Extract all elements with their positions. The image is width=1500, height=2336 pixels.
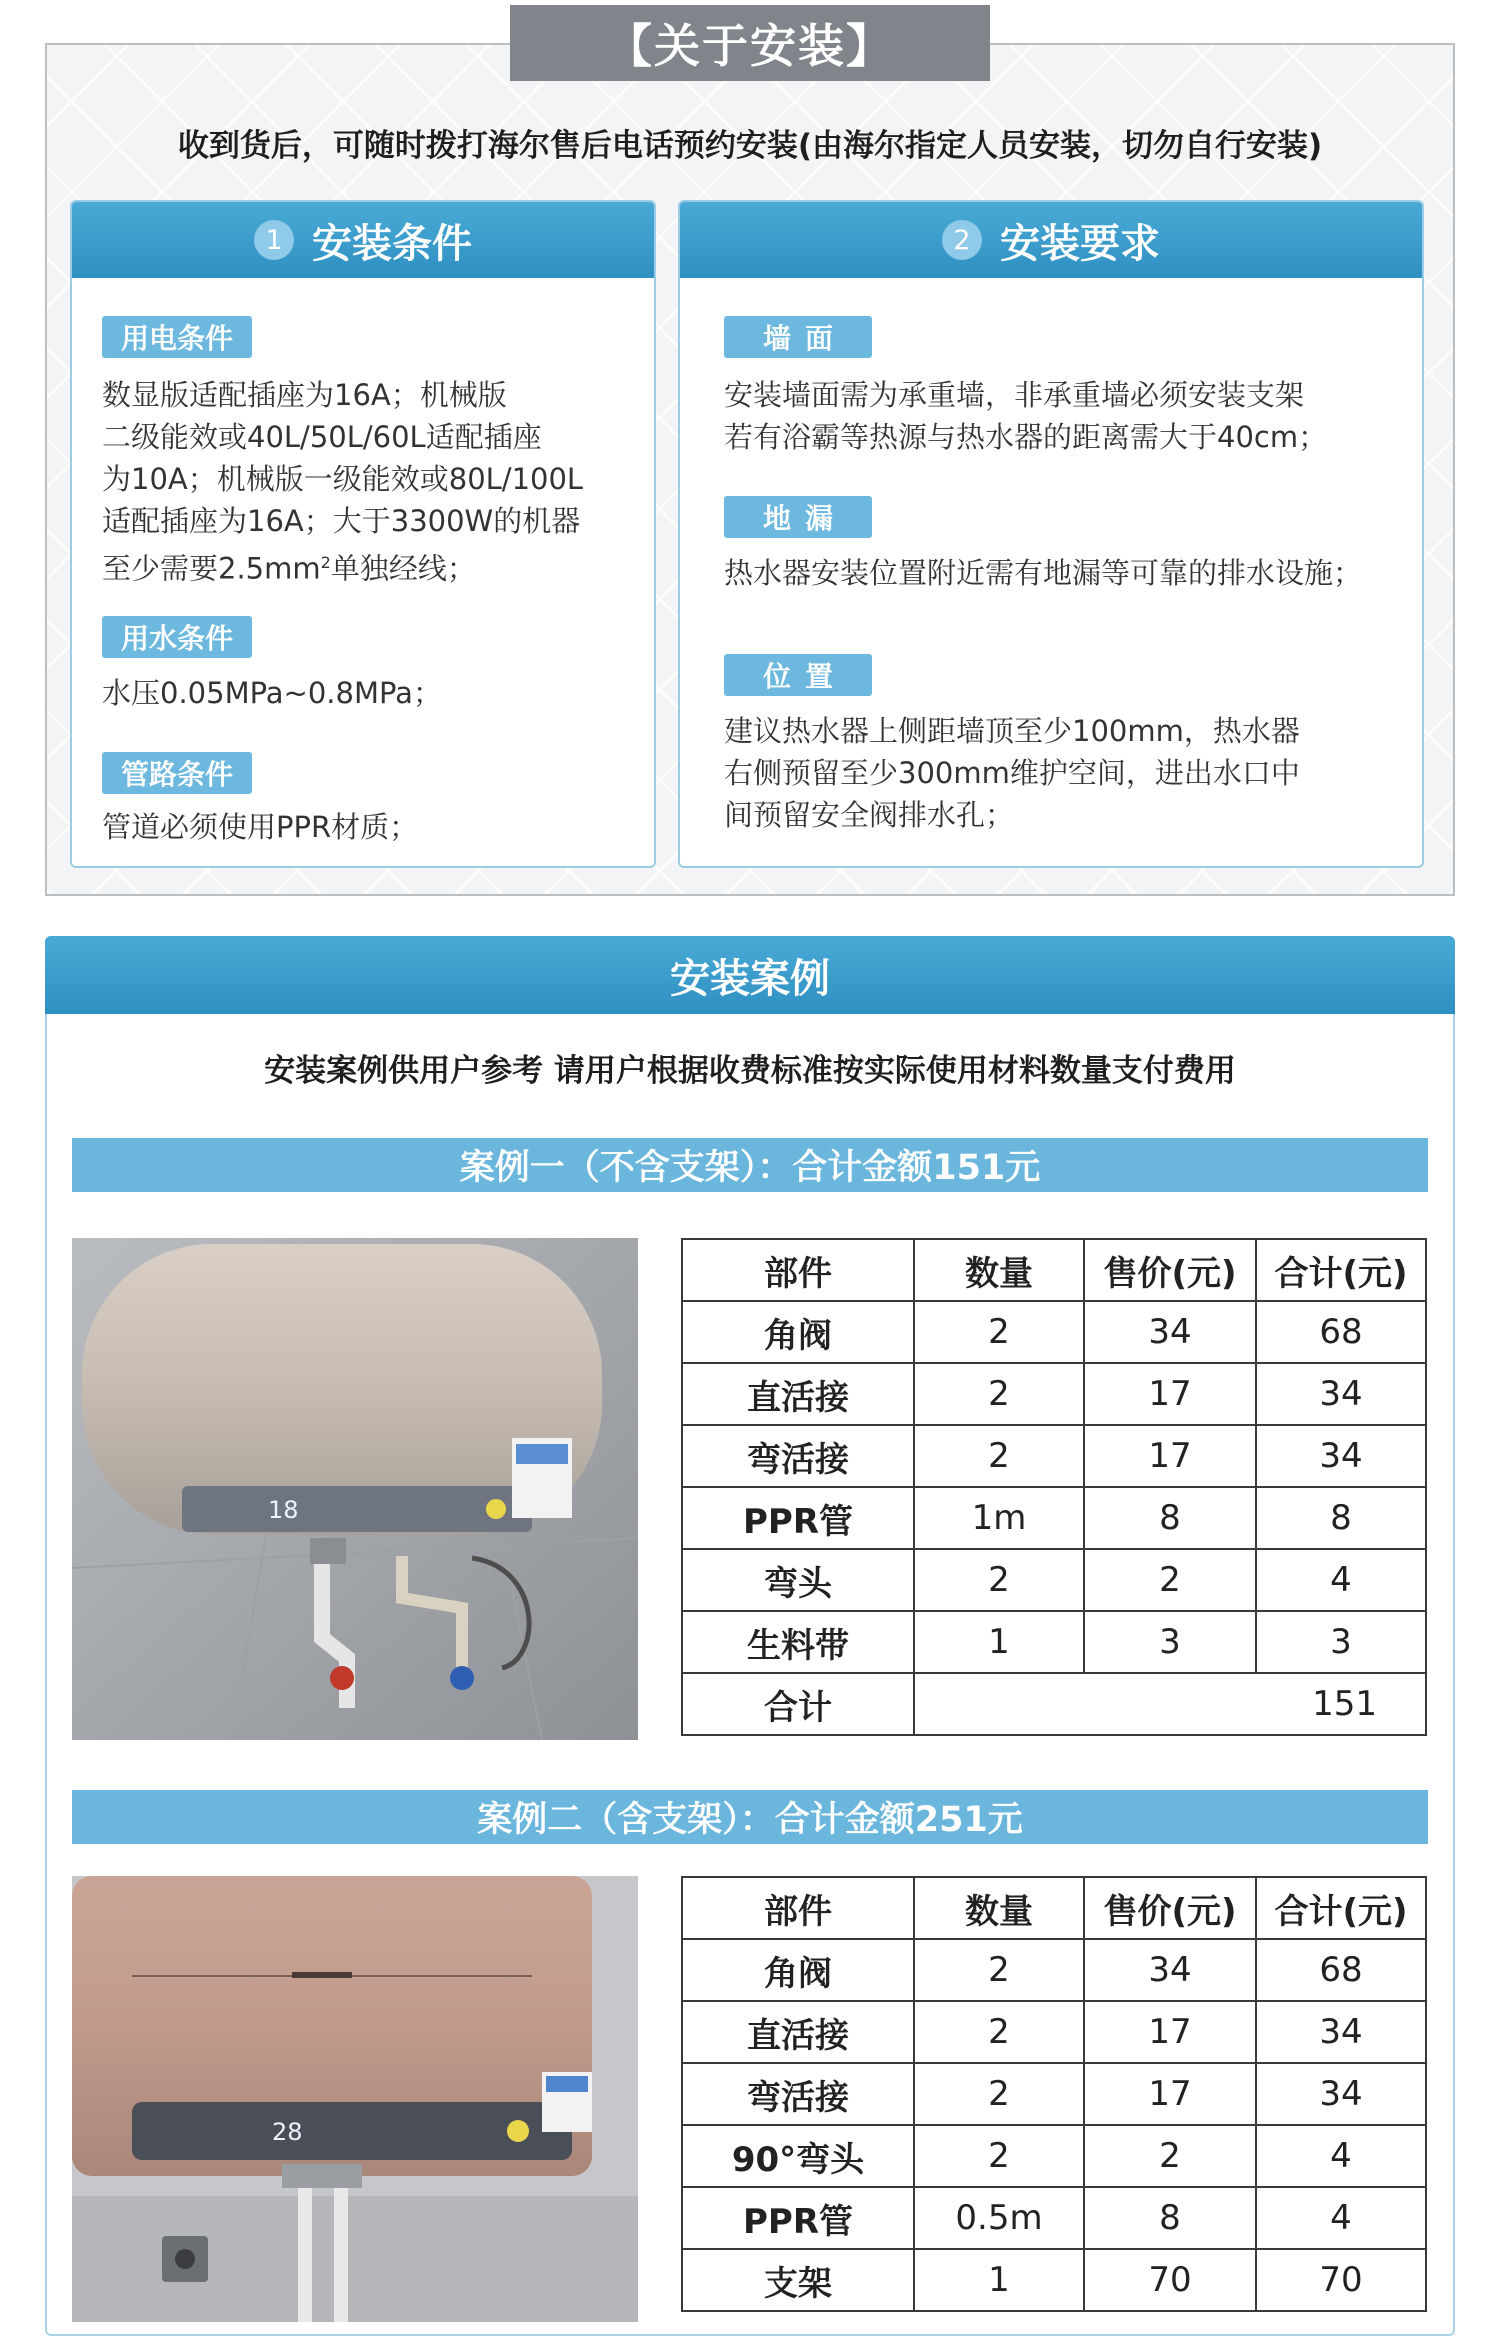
- part-qty: 1: [914, 1611, 1084, 1673]
- part-name: 弯头: [682, 1549, 914, 1611]
- power-line-sup: 2: [320, 553, 331, 572]
- header-cell: 部件: [682, 1239, 914, 1301]
- case2-table: [681, 1876, 1427, 2312]
- about-intro: 收到货后，可随时拨打海尔售后电话预约安装(由海尔指定人员安装，切勿自行安装): [177, 128, 1323, 164]
- part-qty: 0.5m: [914, 2187, 1084, 2249]
- position-line: 建议热水器上侧距墙顶至少100mm，热水器: [724, 714, 1300, 748]
- number-badge: 2: [942, 220, 982, 260]
- part-price: 17: [1084, 1425, 1256, 1487]
- conditions-title: 安装条件: [312, 220, 472, 267]
- display-reading: 18: [268, 1496, 299, 1524]
- table-row: [682, 1549, 1426, 1611]
- header-cell: 部件: [682, 1877, 914, 1939]
- header-cell: 售价(元): [1084, 1877, 1256, 1939]
- power-line-a: 至少需要2.5mm: [102, 551, 321, 586]
- position-tag: 位置: [724, 654, 872, 696]
- conditions-panel: [70, 200, 656, 868]
- table-header-row: [682, 1239, 1426, 1301]
- water-tag: 用水条件: [102, 616, 252, 658]
- about-title: 【关于安装】: [510, 5, 990, 81]
- table-header-row: [682, 1877, 1426, 1939]
- header-cell: 售价(元): [1084, 1239, 1256, 1301]
- part-price: 8: [1084, 1487, 1256, 1549]
- table-row: [682, 1363, 1426, 1425]
- water-heater-image: [72, 1238, 638, 1740]
- table-row: [682, 2187, 1426, 2249]
- number-badge: 1: [254, 220, 294, 260]
- table-row: [682, 1611, 1426, 1673]
- power-text: [102, 374, 583, 590]
- power-line: 二级能效或40L/50L/60L适配插座: [102, 420, 542, 454]
- part-name: 弯活接: [682, 2063, 914, 2125]
- display-reading: 28: [272, 2118, 303, 2146]
- part-total: 34: [1256, 2001, 1426, 2063]
- part-price: 17: [1084, 2063, 1256, 2125]
- requirements-panel: [678, 200, 1424, 868]
- part-total: 34: [1256, 1363, 1426, 1425]
- header-cell: 数量: [914, 1877, 1084, 1939]
- part-qty: 2: [914, 1363, 1084, 1425]
- sum-value: 151: [914, 1673, 1426, 1735]
- table-sum-row: [682, 1673, 1426, 1735]
- case2-photo: [72, 1876, 638, 2322]
- table-row: [682, 1487, 1426, 1549]
- water-heater-image: [72, 1876, 638, 2322]
- cases-title: 安装案例: [45, 936, 1455, 1014]
- conditions-header: [72, 202, 654, 278]
- part-qty: 1: [914, 2249, 1084, 2311]
- part-total: 68: [1256, 1939, 1426, 2001]
- part-name: 弯活接: [682, 1425, 914, 1487]
- power-line: 为10A；机械版一级能效或80L/100L: [102, 462, 584, 496]
- header-cell: 合计(元): [1256, 1239, 1426, 1301]
- part-price: 2: [1084, 1549, 1256, 1611]
- water-text: 水压0.05MPa~0.8MPa；: [102, 676, 442, 710]
- part-name: 角阀: [682, 1301, 914, 1363]
- position-line: 间预留安全阀排水孔；: [724, 798, 1015, 832]
- part-name: 支架: [682, 2249, 914, 2311]
- part-total: 70: [1256, 2249, 1426, 2311]
- power-tag: 用电条件: [102, 316, 252, 358]
- part-total: 4: [1256, 2125, 1426, 2187]
- part-price: 17: [1084, 1363, 1256, 1425]
- header-cell: 数量: [914, 1239, 1084, 1301]
- pipe-tag: 管路条件: [102, 752, 252, 794]
- sum-label: 合计: [682, 1673, 914, 1735]
- power-line-b: 单独经线；: [330, 551, 476, 586]
- power-line: 数显版适配插座为16A；机械版: [102, 378, 507, 412]
- position-text: [724, 710, 1300, 836]
- part-total: 4: [1256, 1549, 1426, 1611]
- part-price: 8: [1084, 2187, 1256, 2249]
- drain-text: 热水器安装位置附近需有地漏等可靠的排水设施；: [724, 556, 1363, 590]
- part-price: 17: [1084, 2001, 1256, 2063]
- part-qty: 2: [914, 1939, 1084, 2001]
- table-row: [682, 1425, 1426, 1487]
- table-row: [682, 1301, 1426, 1363]
- part-total: 4: [1256, 2187, 1426, 2249]
- part-price: 3: [1084, 1611, 1256, 1673]
- part-qty: 2: [914, 2063, 1084, 2125]
- part-qty: 2: [914, 1549, 1084, 1611]
- table-row: [682, 2249, 1426, 2311]
- part-price: 34: [1084, 1301, 1256, 1363]
- wall-tag: 墙面: [724, 316, 872, 358]
- wall-line: 若有浴霸等热源与热水器的距离需大于40cm；: [724, 420, 1328, 454]
- requirements-header: [680, 202, 1422, 278]
- table-row: [682, 2001, 1426, 2063]
- part-total: 34: [1256, 1425, 1426, 1487]
- part-total: 3: [1256, 1611, 1426, 1673]
- pipe-text: 管道必须使用PPR材质；: [102, 810, 419, 844]
- part-name: 生料带: [682, 1611, 914, 1673]
- part-price: 70: [1084, 2249, 1256, 2311]
- case1-table: [681, 1238, 1427, 1736]
- wall-text: [724, 374, 1327, 458]
- power-line: 适配插座为16A；大于3300W的机器: [102, 504, 581, 538]
- part-qty: 2: [914, 1425, 1084, 1487]
- drain-tag: 地漏: [724, 496, 872, 538]
- power-line: [102, 542, 583, 590]
- part-total: 34: [1256, 2063, 1426, 2125]
- case2-title: 案例二（含支架）：合计金额251元: [72, 1790, 1428, 1844]
- part-name: 直活接: [682, 1363, 914, 1425]
- case1-photo: [72, 1238, 638, 1740]
- part-total: 8: [1256, 1487, 1426, 1549]
- part-name: PPR管: [682, 1487, 914, 1549]
- part-total: 68: [1256, 1301, 1426, 1363]
- part-name: 直活接: [682, 2001, 914, 2063]
- cases-note: 安装案例供用户参考 请用户根据收费标准按实际使用材料数量支付费用: [264, 1053, 1236, 1089]
- table-row: [682, 2063, 1426, 2125]
- header-cell: 合计(元): [1256, 1877, 1426, 1939]
- part-price: 2: [1084, 2125, 1256, 2187]
- part-qty: 1m: [914, 1487, 1084, 1549]
- case1-title: 案例一（不含支架）：合计金额151元: [72, 1138, 1428, 1192]
- part-qty: 2: [914, 2001, 1084, 2063]
- part-price: 34: [1084, 1939, 1256, 2001]
- requirements-title: 安装要求: [1000, 220, 1160, 267]
- position-line: 右侧预留至少300mm维护空间，进出水口中: [724, 756, 1300, 790]
- part-name: 90°弯头: [682, 2125, 914, 2187]
- part-qty: 2: [914, 2125, 1084, 2187]
- table-row: [682, 2125, 1426, 2187]
- table-row: [682, 1939, 1426, 2001]
- part-name: 角阀: [682, 1939, 914, 2001]
- part-name: PPR管: [682, 2187, 914, 2249]
- wall-line: 安装墙面需为承重墙，非承重墙必须安装支架: [724, 378, 1305, 412]
- part-qty: 2: [914, 1301, 1084, 1363]
